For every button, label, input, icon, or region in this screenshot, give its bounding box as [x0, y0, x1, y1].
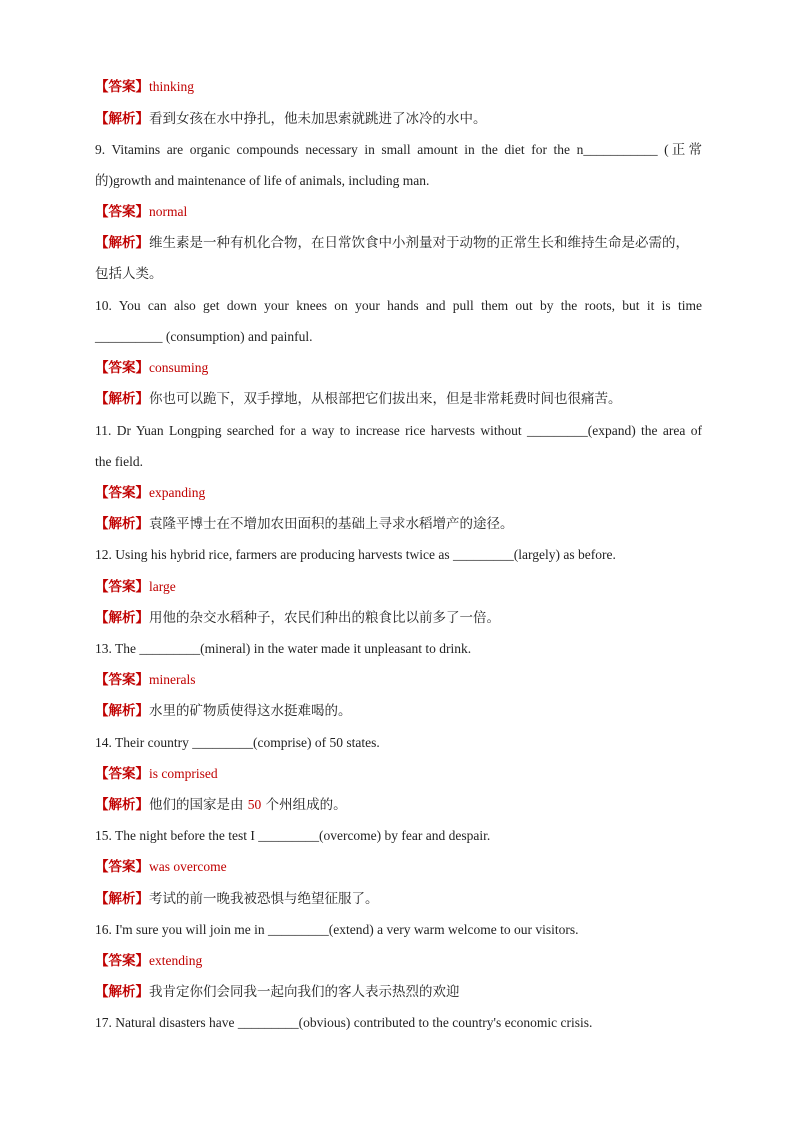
analysis-tag: 【解析】 — [95, 797, 149, 813]
answer-text: minerals — [149, 672, 196, 687]
analysis-text: 我肯定你们会同我一起向我们的客人表示热烈的欢迎 — [149, 984, 460, 1000]
answer-text: is comprised — [149, 766, 218, 781]
analysis-text: 考试的前一晚我被恐惧与绝望征服了。 — [149, 891, 379, 907]
analysis-tag: 【解析】 — [95, 703, 149, 719]
answer-text: extending — [149, 953, 203, 968]
question-14: 14. Their country _________(comprise) of 50 states. — [95, 735, 380, 750]
answer-line — [95, 77, 702, 97]
question-10-line-2: __________ (consumption) and painful. — [95, 329, 313, 344]
analysis-line — [95, 608, 702, 628]
answer-line — [95, 764, 702, 784]
answer-tag: 【答案】 — [95, 360, 149, 376]
analysis-text: 看到女孩在水中挣扎，他未加思索就跳进了冰冷的水中。 — [149, 111, 487, 127]
analysis-text-cont: 包括人类。 — [95, 266, 163, 282]
question-9-line-2: 的)growth and maintenance of life of animals, including man. — [95, 173, 430, 188]
analysis-text: 你也可以跪下，双手撑地，从根部把它们拔出来，但是非常耗费时间也很痛苦。 — [149, 391, 622, 407]
analysis-line — [95, 514, 702, 534]
analysis-text: 维生素是一种有机化合物，在日常饮食中小剂量对于动物的正常生长和维持生命是必需的， — [149, 235, 689, 251]
question-13: 13. The _________(mineral) in the water made it unpleasant to drink. — [95, 641, 472, 656]
analysis-tag: 【解析】 — [95, 235, 149, 251]
analysis-tag: 【解析】 — [95, 610, 149, 626]
question-12: 12. Using his hybrid rice, farmers are producing harvests twice as _________(largely) as before. — [95, 547, 616, 562]
analysis-tag: 【解析】 — [95, 516, 149, 532]
analysis-line — [95, 233, 702, 253]
answer-text: normal — [149, 204, 188, 219]
analysis-line — [95, 889, 702, 909]
answer-tag: 【答案】 — [95, 766, 149, 782]
analysis-line — [95, 701, 702, 721]
question-11-line-1: 11. Dr Yuan Longping searched for a way to increase rice harvests without _________(expand) the area of — [95, 423, 702, 438]
answer-line — [95, 577, 702, 597]
question-15: 15. The night before the test I _________(overcome) by fear and despair. — [95, 828, 491, 843]
question-11-line-2: the field. — [95, 454, 143, 469]
analysis-tag: 【解析】 — [95, 391, 149, 407]
answer-tag: 【答案】 — [95, 485, 149, 501]
analysis-tag: 【解析】 — [95, 984, 149, 1000]
answer-line — [95, 857, 702, 877]
analysis-line — [95, 982, 702, 1002]
answer-text: large — [149, 579, 176, 594]
analysis-text-pre: 他们的国家是由 — [149, 797, 248, 813]
analysis-tag: 【解析】 — [95, 111, 149, 127]
question-17: 17. Natural disasters have _________(obvious) contributed to the country's economic crisis. — [95, 1015, 593, 1030]
analysis-tag: 【解析】 — [95, 891, 149, 907]
analysis-number: 50 — [247, 797, 262, 812]
analysis-line — [95, 389, 702, 409]
question-9-line-1: 9. Vitamins are organic compounds necessary in small amount in the diet for the n___________ (正常 — [95, 142, 702, 157]
analysis-text: 用他的杂交水稻种子，农民们种出的粮食比以前多了一倍。 — [149, 610, 500, 626]
answer-text: consuming — [149, 360, 209, 375]
analysis-text-post: 个州组成的。 — [261, 797, 347, 813]
answer-tag: 【答案】 — [95, 859, 149, 875]
analysis-text: 袁隆平博士在不增加农田面积的基础上寻求水稻增产的途径。 — [149, 516, 514, 532]
answer-tag: 【答案】 — [95, 953, 149, 969]
analysis-line — [95, 109, 702, 129]
answer-text: thinking — [149, 79, 195, 94]
analysis-line — [95, 795, 702, 815]
answer-line — [95, 358, 702, 378]
answer-line — [95, 483, 702, 503]
answer-line — [95, 202, 702, 222]
answer-tag: 【答案】 — [95, 672, 149, 688]
answer-text: was overcome — [149, 859, 227, 874]
question-10-line-1: 10. You can also get down your knees on your hands and pull them out by the roots, but it is time — [95, 298, 702, 313]
question-16: 16. I'm sure you will join me in _________(extend) a very warm welcome to our visitors. — [95, 922, 579, 937]
answer-line — [95, 670, 702, 690]
answer-tag: 【答案】 — [95, 79, 149, 95]
answer-tag: 【答案】 — [95, 579, 149, 595]
answer-tag: 【答案】 — [95, 204, 149, 220]
answer-line — [95, 951, 702, 971]
answer-text: expanding — [149, 485, 206, 500]
analysis-text: 水里的矿物质使得这水挺难喝的。 — [149, 703, 352, 719]
